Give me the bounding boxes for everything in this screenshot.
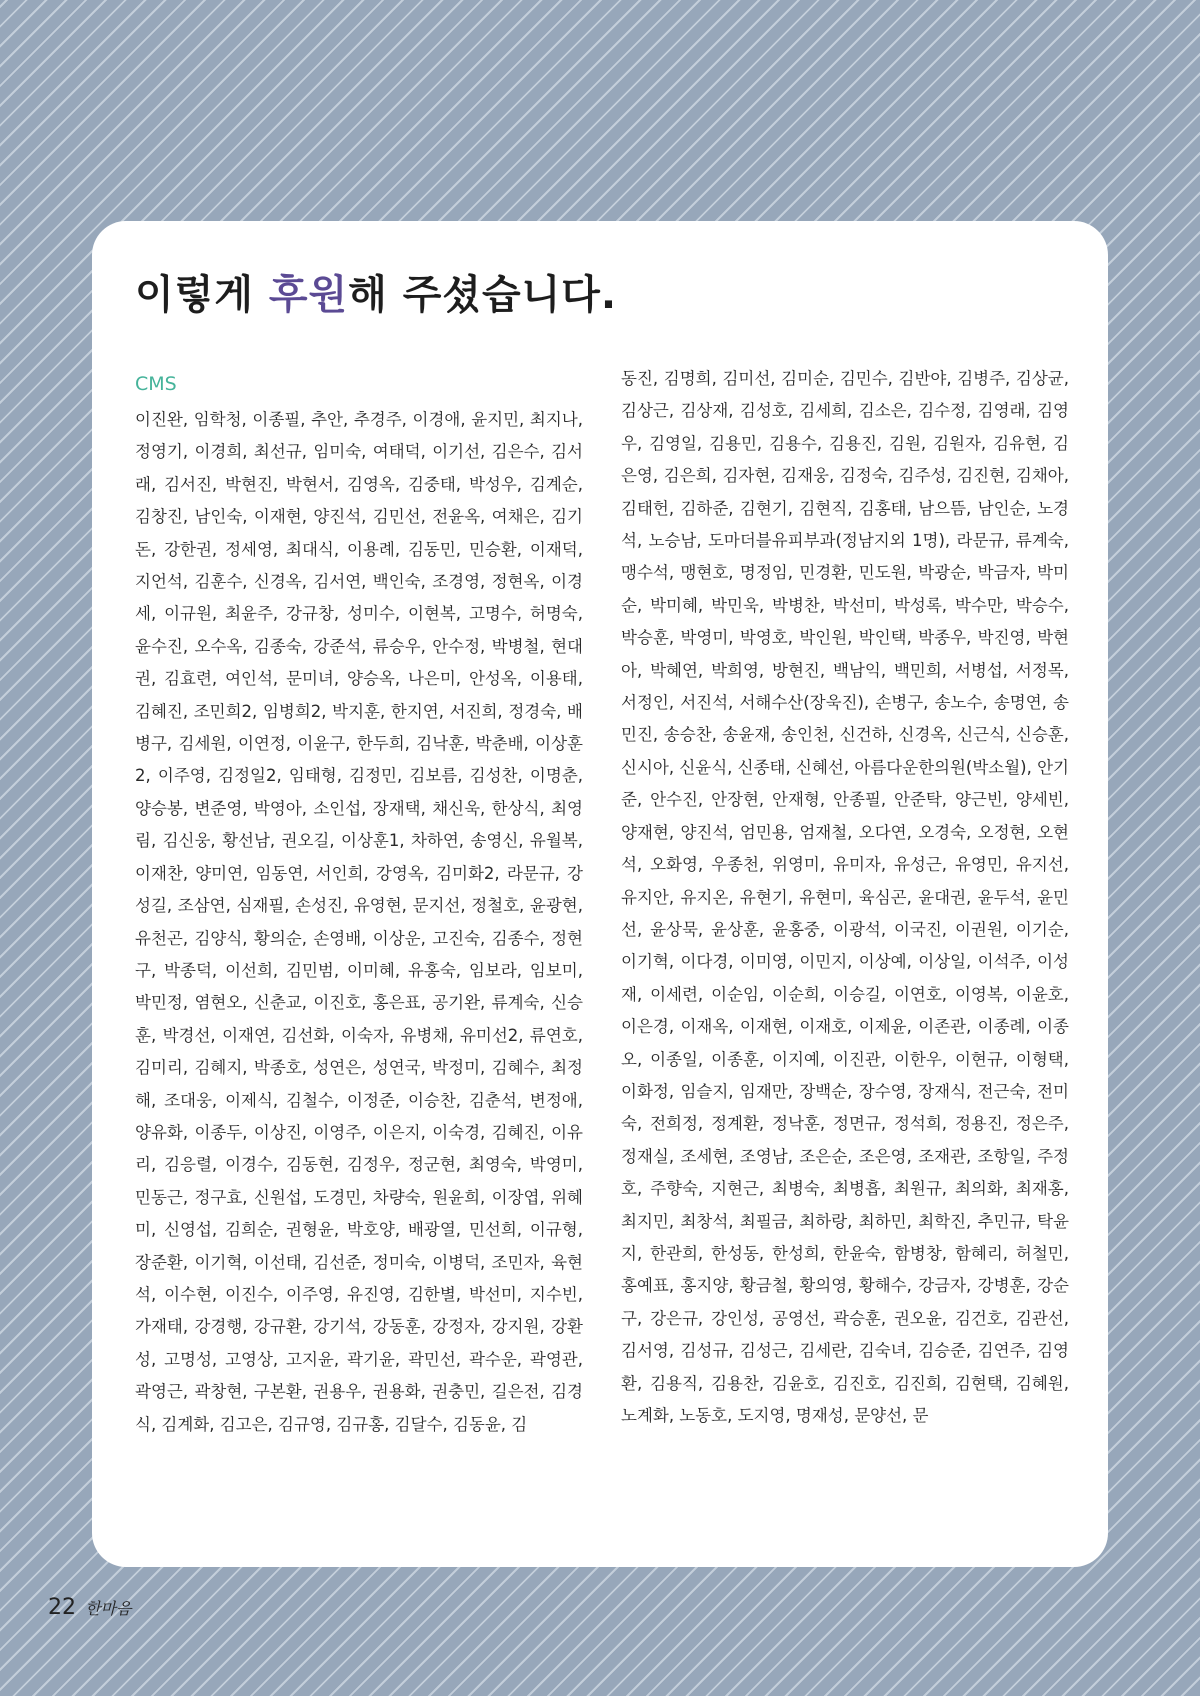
page-footer [48,1595,131,1620]
left-donor-column [135,366,583,1441]
donor-list-card [92,221,1108,1567]
right-donor-column [621,363,1069,1432]
magazine-logo: 한마음 [85,1599,132,1618]
title-highlight: 후원 [268,272,349,318]
section-label-cms: CMS [135,373,177,395]
title-text-after: 해 주셨습니다. [348,272,618,318]
right-donor-names: 동진, 김명희, 김미선, 김미순, 김민수, 김반야, 김병주, 김상균, 김상근, 김상재, 김성호, 김세희, 김소은, 김수정, 김영래, 김영우, 김영일, 김용민, 김용수, 김용진, 김원, 김원자, 김유현, 김은영, 김은희, 김자현, 김재웅, 김정숙, 김주성, 김진현, 김채아, 김태헌, 김하준, 김현기, 김현직, 김홍태, 남으뜸, 남인순, 노경석, 노승남, 도마더블유피부과(정남지외 1명), 라문규, 류계숙, 맹수석, 맹현호, 명정임, 민경환, 민도원, 박광순, 박금자, 박미순, 박미혜, 박민욱, 박병찬, 박선미, 박성록, 박수만, 박승수, 박승훈, 박영미, 박영호, 박인원, 박인택, 박종우, 박진영, 박현아, 박혜연, 박희영, 방현진, 백남익, 백민희, 서병섭, 서정목, 서정인, 서진석, 서해수산(장욱진), 손병구, 송노수, 송명연, 송민진, 송승찬, 송윤재, 송인천, 신건하, 신경옥, 신근식, 신승훈, 신시아, 신윤식, 신종태, 신혜선, 아름다운한의원(박소월), 안기준, 안수진, 안장현, 안재형, 안종필, 안준탁, 양근빈, 양세빈, 양재현, 양진석, 엄민용, 엄재철, 오다연, 오경숙, 오정현, 오현석, 오화영, 우종천, 위영미, 유미자, 유성근, 유영민, 유지선, 유지안, 유지온, 유현기, 유현미, 육심곤, 윤대권, 윤두석, 윤민선, 윤상묵, 윤상훈, 윤홍중, 이광석, 이국진, 이권원, 이기순, 이기혁, 이다경, 이미영, 이민지, 이상예, 이상일, 이석주, 이성재, 이세련, 이순임, 이순희, 이승길, 이연호, 이영복, 이윤호, 이은경, 이재옥, 이재현, 이재호, 이제윤, 이존관, 이종례, 이종오, 이종일, 이종훈, 이지예, 이진관, 이한우, 이현규, 이형택, 이화정, 임슬지, 임재만, 장백순, 장수영, 장재식, 전근숙, 전미숙, 전희정, 정계환, 정낙훈, 정면규, 정석희, 정용진, 정은주, 정재실, 조세현, 조영남, 조은순, 조은영, 조재관, 조항일, 주정호, 주향숙, 지현근, 최병숙, 최병흡, 최원규, 최의화, 최재홍, 최지민, 최창석, 최필금, 최하랑, 최하민, 최학진, 추민규, 탁윤지, 한관희, 한성동, 한성희, 한윤숙, 함병창, 함혜리, 허철민, 홍예표, 홍지양, 황금철, 황의영, 황해수, 강금자, 강병훈, 강순구, 강은규, 강인성, 공영선, 곽승훈, 권오윤, 김건호, 김관선, 김서영, 김성규, 김성근, 김세란, 김숙녀, 김승준, 김연주, 김영환, 김용직, 김용찬, 김윤호, 김진호, 김진희, 김현택, 김혜원, 노계화, 노동호, 도지영, 명재성, 문양선, 문 [621,369,1069,1425]
title-text-before: 이렇게 [135,272,269,318]
page-title [135,263,617,320]
left-donor-names: 이진완, 임학청, 이종필, 추안, 추경주, 이경애, 윤지민, 최지나, 정영기, 이경희, 최선규, 임미숙, 여태덕, 이기선, 김은수, 김서래, 김서진, 박현진, 박현서, 김영옥, 김중태, 박성우, 김계순, 김창진, 남인숙, 이재현, 양진석, 김민선, 전윤옥, 여채은, 김기돈, 강한권, 정세영, 최대식, 이용례, 김동민, 민승환, 이재덕, 지언석, 김훈수, 신경옥, 김서연, 백인숙, 조경영, 정현옥, 이경세, 이규원, 최윤주, 강규창, 성미수, 이현복, 고명수, 허명숙, 윤수진, 오수옥, 김종숙, 강준석, 류승우, 안수정, 박병철, 현대권, 김효련, 여인석, 문미녀, 양승옥, 나은미, 안성옥, 이용태, 김혜진, 조민희2, 임병희2, 박지훈, 한지연, 서진희, 정경숙, 배병구, 김세원, 이연정, 이윤구, 한두희, 김낙훈, 박춘배, 이상훈2, 이주영, 김정일2, 임태형, 김정민, 김보름, 김성찬, 이명춘, 양승봉, 변준영, 박영아, 소인섭, 장재택, 채신욱, 한상식, 최영림, 김신웅, 황선남, 권오길, 이상훈1, 차하연, 송영신, 유월복, 이재찬, 양미연, 임동연, 서인희, 강영옥, 김미화2, 라문규, 강성길, 조삼연, 심재필, 손성진, 유영현, 문지선, 정철호, 윤광현, 유천곤, 김양식, 황의순, 손영배, 이상운, 고진숙, 김종수, 정현구, 박종덕, 이선희, 김민범, 이미혜, 유홍숙, 임보라, 임보미, 박민정, 염현오, 신춘교, 이진호, 홍은표, 공기완, 류계숙, 신승훈, 박경선, 이재연, 김선화, 이숙자, 유병채, 유미선2, 류연호, 김미리, 김혜지, 박종호, 성연은, 성연국, 박정미, 김혜수, 최정해, 조대웅, 이제식, 김철수, 이정준, 이승찬, 김춘석, 변정애, 양유화, 이종두, 이상진, 이영주, 이은지, 이숙경, 김혜진, 이유리, 김응렬, 이경수, 김동현, 김정우, 정군현, 최영숙, 박영미, 민동근, 정구효, 신원섭, 도경민, 차량숙, 원윤희, 이장엽, 위혜미, 신영섭, 김희순, 권형윤, 박호양, 배광열, 민선희, 이규형, 장준환, 이기혁, 이선태, 김선준, 정미숙, 이병덕, 조민자, 육현석, 이수현, 이진수, 이주영, 유진영, 김한별, 박선미, 지수빈, 가재태, 강경행, 강규환, 강기석, 강동훈, 강정자, 강지원, 강환성, 고명성, 고영상, 고지윤, 곽기윤, 곽민선, 곽수운, 곽영관, 곽영근, 곽창현, 구본환, 권용우, 권용화, 권충민, 길은전, 김경식, 김계화, 김고은, 김규영, 김규홍, 김달수, 김동윤, 김 [135,410,583,1434]
page-number: 22 [48,1595,76,1620]
